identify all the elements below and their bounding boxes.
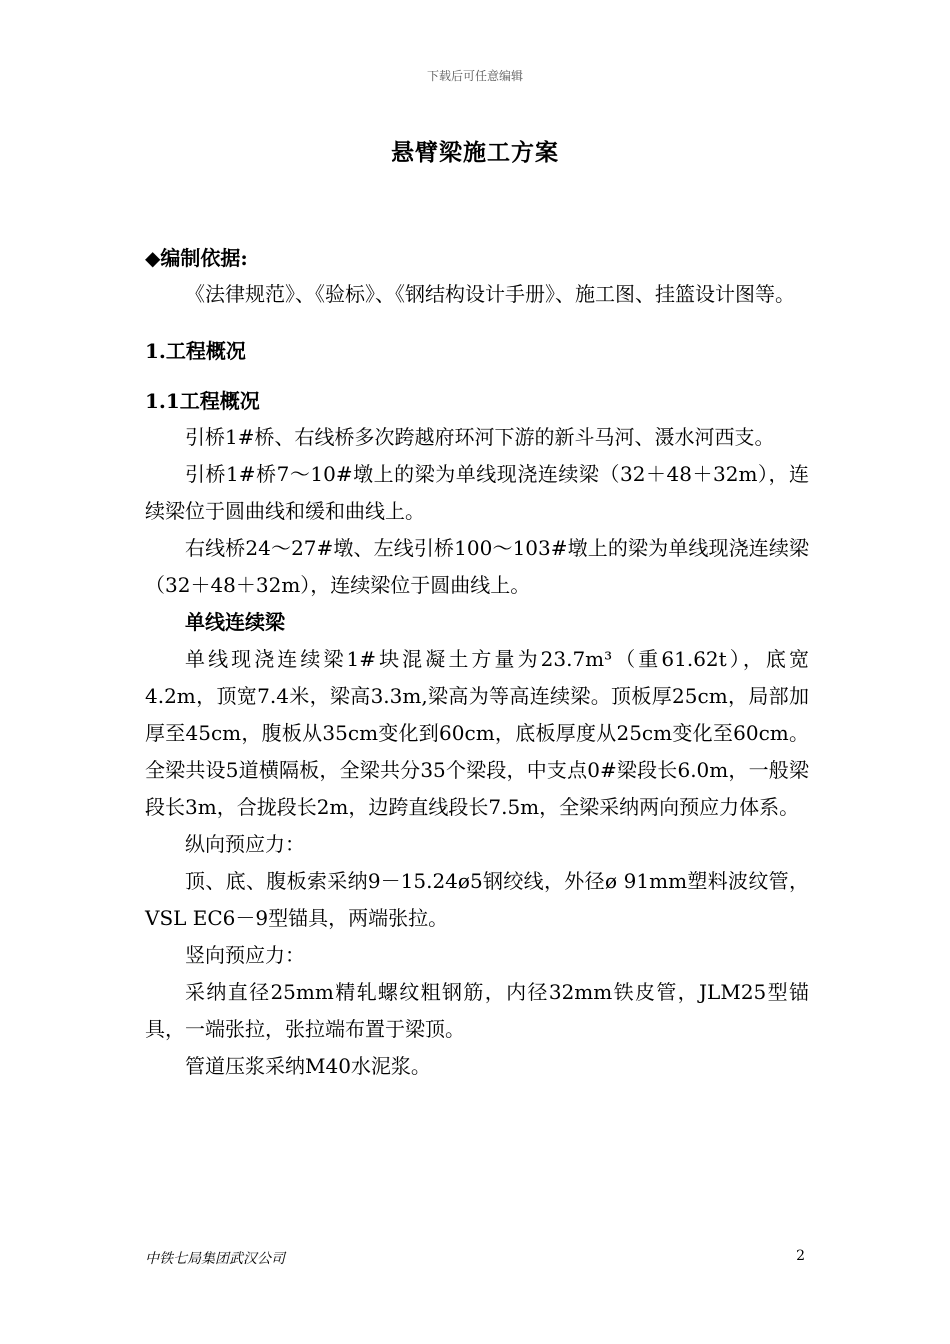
document-title: 悬臂梁施工方案 <box>391 139 559 166</box>
paragraph-3: 右线桥24～27#墩、左线引桥100～103#墩上的梁为单线现浇连续梁（32＋48＋32m），连续梁位于圆曲线上。 <box>145 536 809 597</box>
footer-page-number: 2 <box>796 1248 805 1264</box>
spacer <box>145 369 809 383</box>
paragraph-7: 竖向预应力： <box>185 943 305 967</box>
section-heading-1: 1.工程概况 <box>145 339 246 363</box>
paragraph-5: 纵向预应力： <box>185 832 305 856</box>
paragraph-1: 引桥1#桥、右线桥多次跨越府环河下游的新斗马河、滠水河西支。 <box>185 425 775 449</box>
document-body <box>145 240 809 1085</box>
paragraph-9: 管道压浆采纳M40水泥浆。 <box>185 1054 431 1078</box>
footer-company: 中铁七局集团武汉公司 <box>145 1251 285 1267</box>
page-header-note: 下载后可任意编辑 <box>426 69 523 83</box>
spacer <box>145 313 809 333</box>
section-heading-1-1: 1.1工程概况 <box>145 389 260 413</box>
paragraph-8: 采纳直径25mm精轧螺纹粗钢筋，内径32mm铁皮管，JLM25型锚具，一端张拉，张拉端布置于梁顶。 <box>145 980 809 1041</box>
subheading-single-line-beam: 单线连续梁 <box>185 610 285 634</box>
basis-text: 《法律规范》、《验标》、《钢结构设计手册》、施工图、挂篮设计图等。 <box>185 282 795 306</box>
paragraph-4: 单线现浇连续梁1#块混凝土方量为23.7m³（重61.62t），底宽4.2m，顶宽7.4米，梁高3.3m,梁高为等高连续梁。顶板厚25cm，局部加厚至45cm，腹板从35cm变化到60cm，底板厚度从25cm变化至60cm。全梁共设5道横隔板，全梁共分35个梁段，中支点0#梁段长6.0m，一般梁段长3m，合拢段长2m，边跨直线段长7.5m，全梁采纳两向预应力体系。 <box>145 647 809 819</box>
basis-heading: ◆编制依据: <box>145 246 248 270</box>
paragraph-2: 引桥1#桥7～10#墩上的梁为单线现浇连续梁（32＋48＋32m），连续梁位于圆曲线和缓和曲线上。 <box>145 462 809 523</box>
paragraph-6: 顶、底、腹板索采纳9－15.24ø5钢绞线，外径ø 91mm塑料波纹管，VSL EC6－9型锚具，两端张拉。 <box>145 869 809 930</box>
